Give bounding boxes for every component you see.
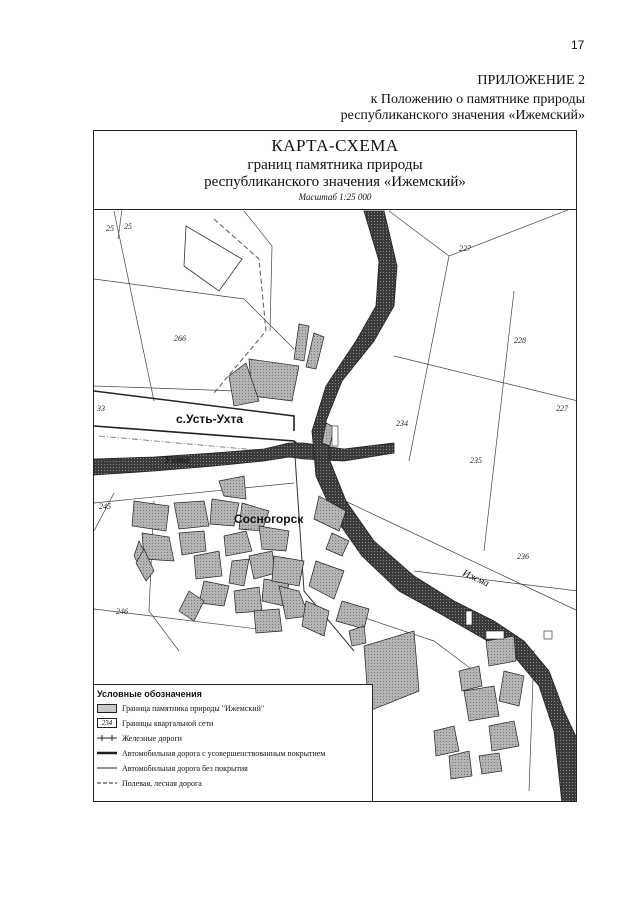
legend-item: Автомобильная дорога без покрытия (97, 762, 248, 774)
roads (94, 219, 494, 651)
quarter-label: 235 (470, 456, 482, 465)
quarter-symbol-icon: 234 (97, 718, 117, 728)
legend (94, 684, 373, 801)
map-subtitle-1: границ памятника природы (247, 157, 423, 173)
quarter-label: 25 (106, 224, 114, 233)
quarter-label: 227 (459, 244, 471, 253)
legend-item: Железные дороги (97, 732, 182, 744)
map-frame (93, 130, 577, 802)
izhma-river-label: Ижма (460, 567, 491, 590)
legend-item: Граница памятника природы "Ижемский" (97, 702, 264, 714)
page-number: 17 (571, 38, 585, 52)
railway-symbol-icon (97, 733, 117, 743)
ust-ukhta-label: с.Усть-Ухта (176, 412, 244, 426)
boundary-symbol-icon (97, 704, 117, 713)
quarter-label: 33 (97, 404, 105, 413)
quarter-label: 246 (116, 607, 128, 616)
appendix-subtitle-1: к Положению о памятнике природы (370, 92, 585, 107)
legend-title: Условные обозначения (97, 689, 202, 699)
quarter-label: 245 (99, 502, 111, 511)
quarter-label: 228 (514, 336, 526, 345)
map-title-box (94, 131, 576, 210)
legend-item: Автомобильная дорога с усовершенствованным покрытием (97, 747, 325, 759)
map-title: КАРТА-СХЕМА (271, 136, 399, 155)
legend-item: Полевая, лесная дорога (97, 777, 202, 789)
quarter-label: 227 (556, 404, 568, 413)
quarter-label: 236 (517, 552, 529, 561)
ukhta-river-label: Ухта (164, 454, 190, 466)
ukhta-river (94, 443, 394, 475)
map-scale: Масштаб 1:25 000 (298, 192, 372, 202)
forest-road-symbol-icon (97, 778, 117, 788)
paved-road-symbol-icon (97, 748, 117, 758)
appendix-subtitle-2: республиканского значения «Ижемский» (340, 108, 585, 123)
legend-item: 234 Границы квартальной сети (97, 717, 213, 729)
appendix-title: ПРИЛОЖЕНИЕ 2 (477, 73, 585, 88)
dirt-road-symbol-icon (97, 763, 117, 773)
sosnogorsk-label: Сосногорск (234, 512, 304, 526)
quarter-label: 234 (396, 419, 408, 428)
map-subtitle-2: республиканского значения «Ижемский» (204, 174, 466, 190)
quarter-label: 266 (174, 334, 186, 343)
quarter-label: 25 (124, 222, 132, 231)
